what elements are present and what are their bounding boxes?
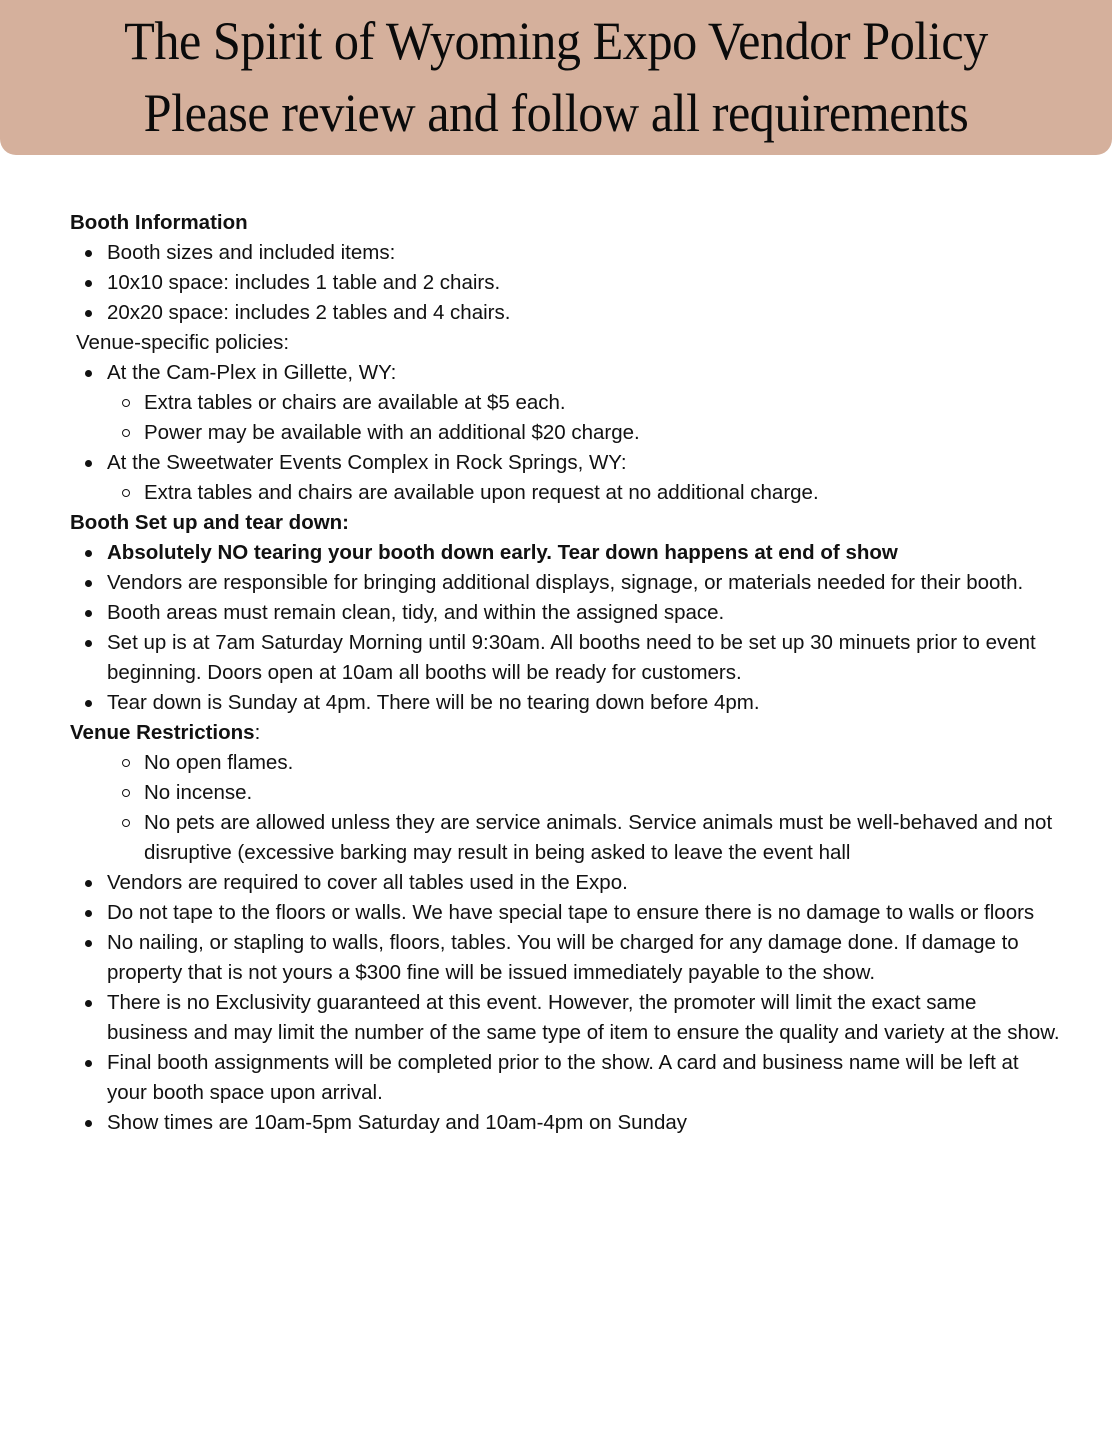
section-heading-booth-information: Booth Information (70, 211, 248, 234)
sub-list-item: Extra tables and chairs are available upon request at no additional charge. (70, 478, 1060, 508)
restrictions-list (70, 868, 1060, 1138)
sub-list-item: No pets are allowed unless they are service animals. Service animals must be well-behaved and not disruptive (excessive barking may result in being asked to leave the event hall (70, 808, 1060, 868)
header-banner (0, 0, 1112, 155)
list-item: Final booth assignments will be completed prior to the show. A card and business name will be left at your booth space upon arrival. (70, 1048, 1060, 1108)
list-item: Set up is at 7am Saturday Morning until 9:30am. All booths need to be set up 30 minuets prior to event beginning. Doors open at 10am all booths will be ready for customers. (70, 628, 1060, 688)
venue-label: At the Sweetwater Events Complex in Rock Springs, WY: (107, 451, 627, 474)
restrictions-sublist (70, 748, 1060, 868)
list-item: Booth areas must remain clean, tidy, and within the assigned space. (70, 598, 1060, 628)
list-item: Tear down is Sunday at 4pm. There will be no tearing down before 4pm. (70, 688, 1060, 718)
list-item: No nailing, or stapling to walls, floors, tables. You will be charged for any damage done. If damage to property that is not yours a $300 fine will be issued immediately payable to the show. (70, 928, 1060, 988)
sub-list-item: No open flames. (70, 748, 1060, 778)
venue-label: At the Cam-Plex in Gillette, WY: (107, 361, 397, 384)
sub-list-item: Extra tables or chairs are available at $5 each. (70, 388, 1060, 418)
document-title: The Spirit of Wyoming Expo Vendor Policy (124, 11, 988, 71)
list-item: Vendors are responsible for bringing additional displays, signage, or materials needed for their booth. (70, 568, 1060, 598)
document-subtitle: Please review and follow all requirements (143, 83, 969, 143)
camplex-sublist (70, 388, 1060, 448)
list-item: Booth sizes and included items: (70, 238, 1060, 268)
venue-policies-label: Venue-specific policies: (76, 331, 290, 354)
list-item-emphasis: Absolutely NO tearing your booth down early. Tear down happens at end of show (70, 538, 1060, 568)
policy-content (70, 208, 1060, 1138)
sub-list-item: No incense. (70, 778, 1060, 808)
venue-item-sweetwater (70, 448, 1060, 478)
restrictions-heading-colon: : (254, 721, 261, 744)
venue-list (70, 358, 1060, 388)
booth-info-list (70, 238, 1060, 328)
restrictions-heading-text: Venue Restrictions (70, 721, 255, 744)
list-item: Show times are 10am-5pm Saturday and 10am-4pm on Sunday (70, 1108, 1060, 1138)
sub-list-item: Power may be available with an additional $20 charge. (70, 418, 1060, 448)
sweetwater-sublist (70, 478, 1060, 508)
list-item: Do not tape to the floors or walls. We have special tape to ensure there is no damage to walls or floors (70, 898, 1060, 928)
list-item: There is no Exclusivity guaranteed at this event. However, the promoter will limit the exact same business and may limit the number of the same type of item to ensure the quality and variety at the show. (70, 988, 1060, 1048)
venue-item-camplex (70, 358, 1060, 388)
list-item: 20x20 space: includes 2 tables and 4 chairs. (70, 298, 1060, 328)
venue-list-2 (70, 448, 1060, 478)
setup-list (70, 538, 1060, 718)
list-item: 10x10 space: includes 1 table and 2 chairs. (70, 268, 1060, 298)
section-heading-setup: Booth Set up and tear down: (70, 511, 350, 534)
section-heading-restrictions (70, 718, 1060, 748)
list-item: Vendors are required to cover all tables used in the Expo. (70, 868, 1060, 898)
